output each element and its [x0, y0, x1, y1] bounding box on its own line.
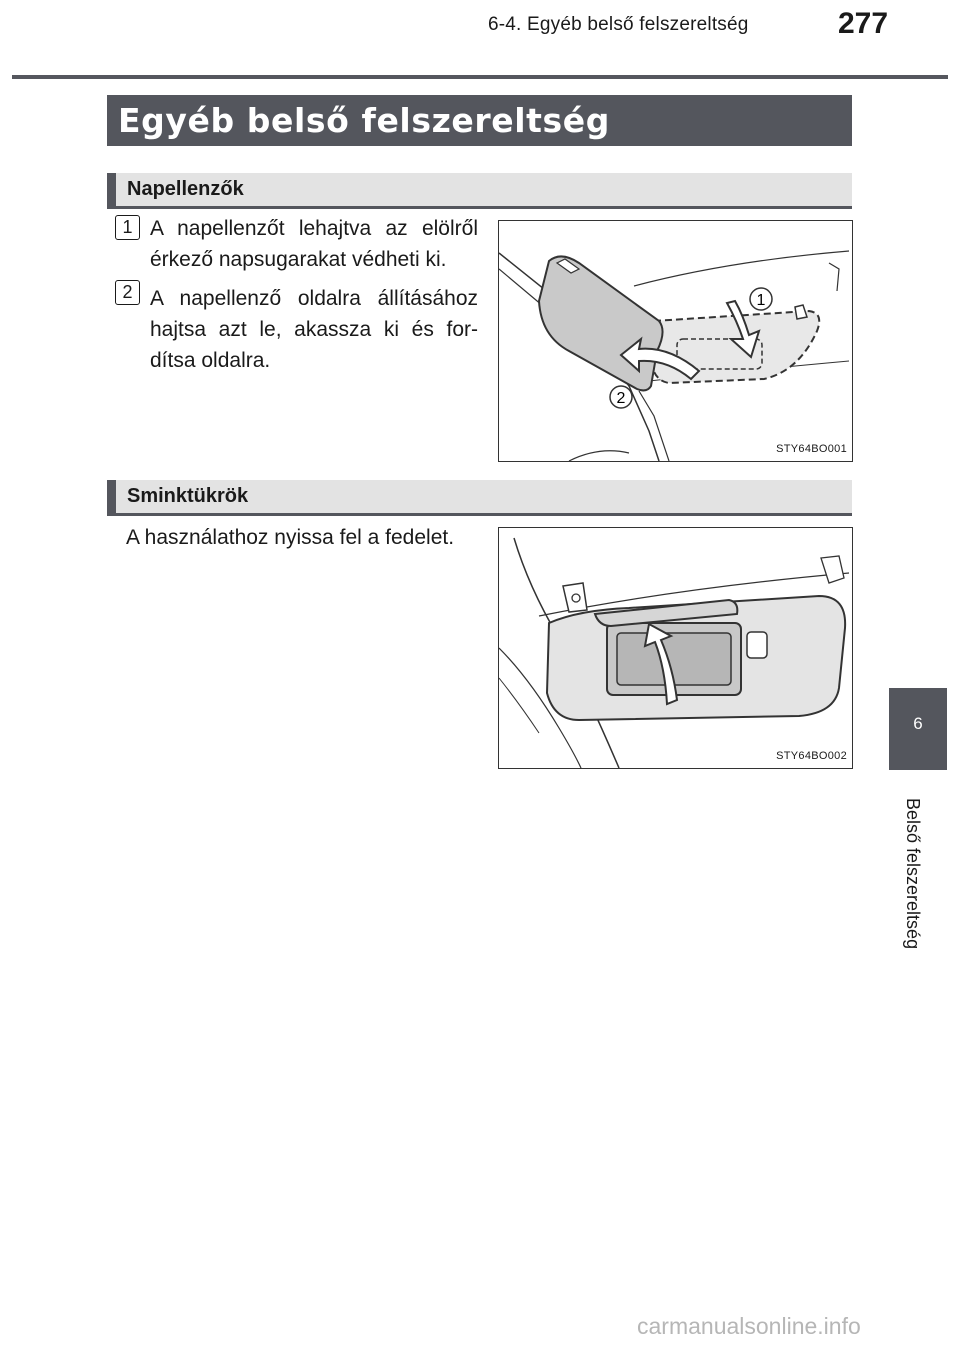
section-heading-sunvisors: [107, 173, 852, 209]
sunvisor-illustration: [499, 221, 852, 461]
section-title: Sminktükrök: [127, 485, 249, 507]
section-accent: [107, 173, 116, 209]
figure-code: STY64BO002: [776, 750, 847, 762]
item-text: A napellenző oldalra állításához hajtsa azt le, akassza ki és for-dítsa oldalra.: [150, 287, 478, 372]
sunvisor-figure: [498, 220, 853, 462]
item-number-badge: 1: [115, 215, 140, 240]
chapter-header: 6-4. Egyéb belső felszereltség: [488, 14, 749, 35]
vanity-mirror-figure: [498, 527, 853, 769]
main-title-bar: [107, 95, 852, 146]
mirror-instructions: A használathoz nyissa fel a fedelet.: [126, 526, 455, 549]
main-title: Egyéb belső felszereltség: [118, 101, 610, 140]
callout-1: 1: [756, 292, 766, 309]
header-divider: [12, 75, 948, 79]
chapter-side-label: [902, 798, 928, 958]
watermark: carmanualsonline.info: [637, 1313, 861, 1339]
vanity-mirror-illustration: [499, 528, 852, 768]
section-accent: [107, 480, 116, 516]
figure-code: STY64BO001: [776, 443, 847, 455]
section-title: Napellenzők: [127, 178, 244, 200]
callout-2: 2: [616, 390, 626, 407]
chapter-tab-number: 6: [913, 714, 923, 733]
page-number: 277: [838, 7, 889, 40]
item-number-badge: 2: [115, 280, 140, 305]
item-text: A napellenzőt lehajtva az elölről érkező napsugarakat védheti ki.: [150, 217, 478, 271]
chapter-tab: [889, 688, 947, 770]
chapter-side-label-text: Belső felszereltség: [903, 798, 923, 950]
section-heading-mirrors: [107, 480, 852, 516]
